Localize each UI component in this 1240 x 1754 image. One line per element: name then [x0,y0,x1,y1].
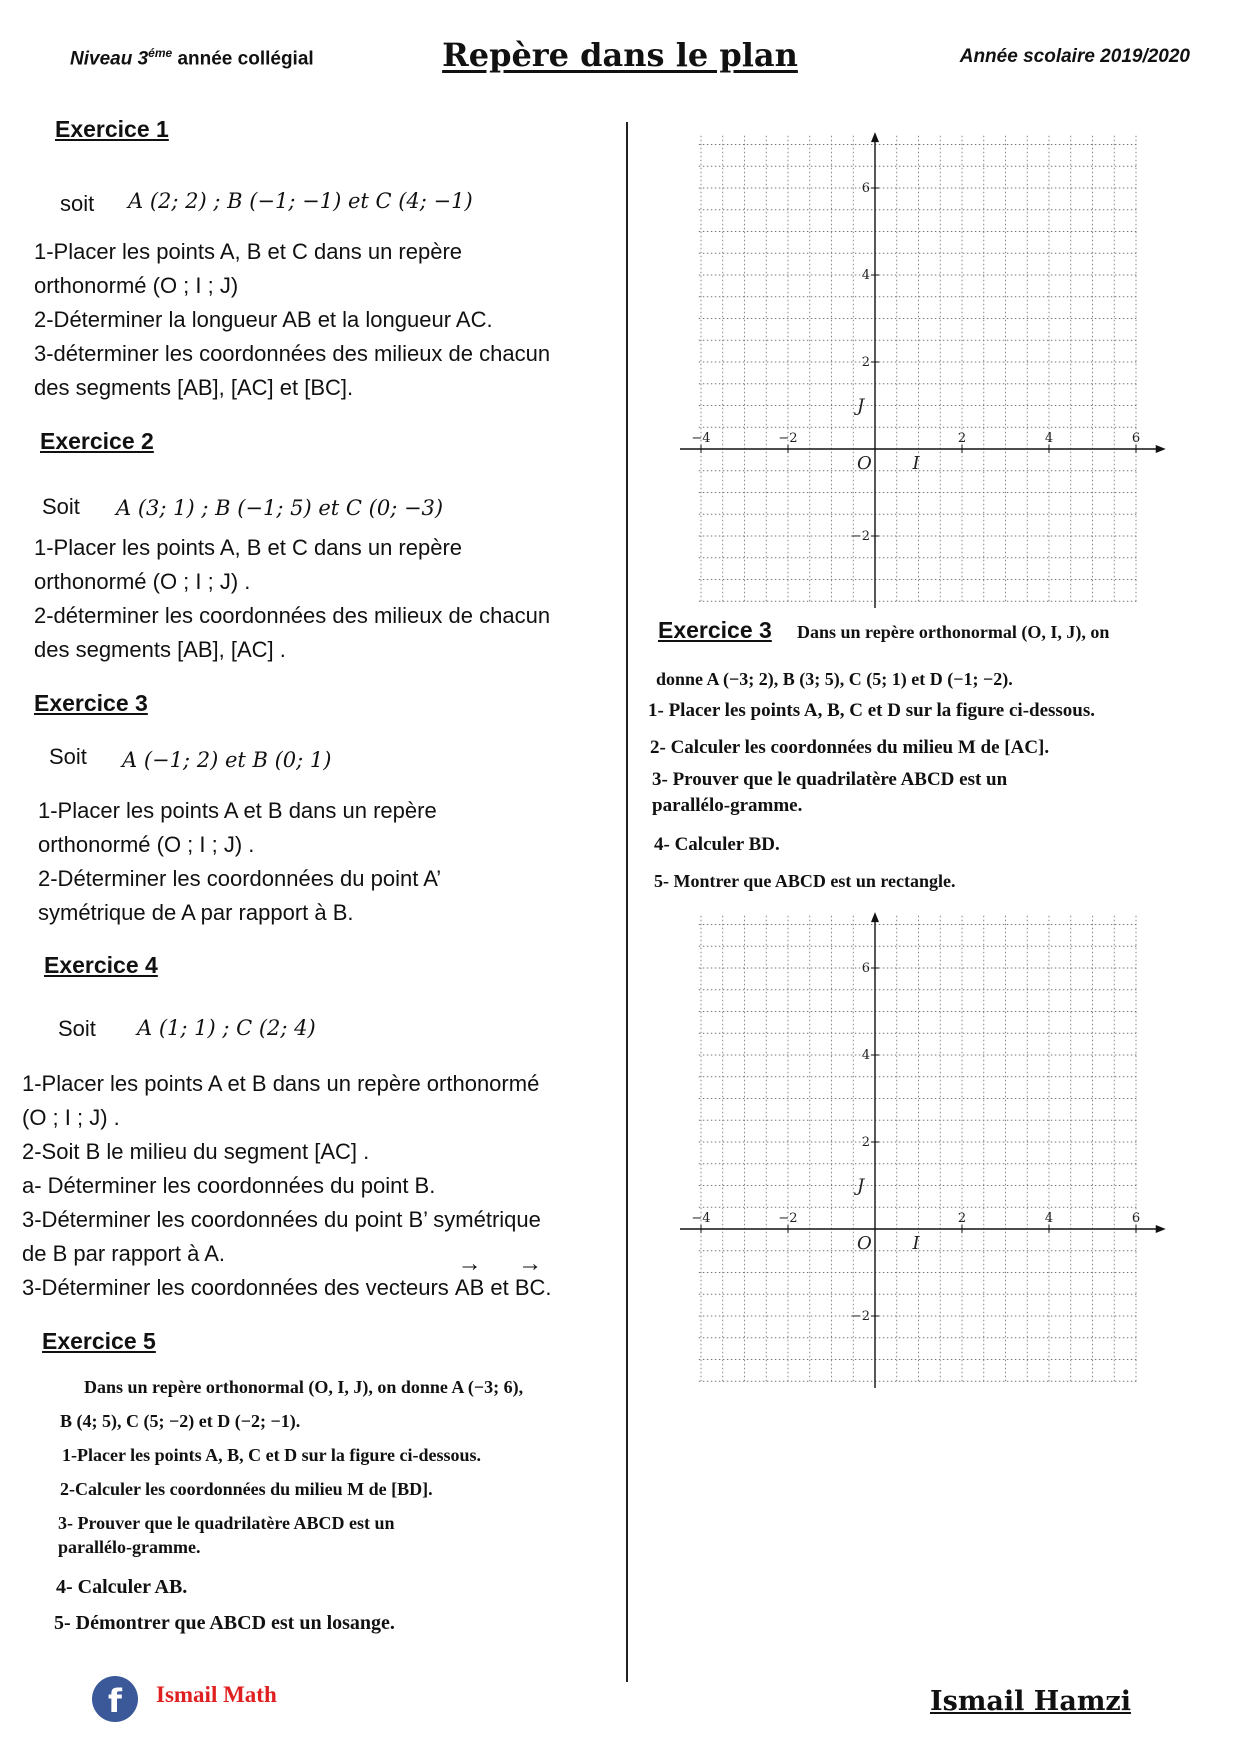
ex3-line: 1-Placer les points A et B dans un repère [38,798,437,823]
x-tick-label: 4 [1044,431,1054,446]
facebook-page-name[interactable]: Ismail Math [156,1682,277,1707]
ex1-line: 1-Placer les points A, B et C dans un repère [34,239,463,264]
ex1-title: Exercice 1 [55,116,169,142]
ex3-right-intro: Dans un repère orthonormal (O, I, J), on [797,622,1110,642]
ex3-intro: Soit [49,744,87,769]
x-tick-label: −2 [778,431,798,446]
ex2-line: des segments [AB], [AC] . [34,637,286,662]
ex5-line: 2-Calculer les coordonnées du milieu M de [BD]. [60,1479,433,1499]
column-divider [626,122,628,1682]
ex1-line: orthonormé (O ; I ; J) [34,273,239,298]
x-tick-label: −2 [778,1211,798,1226]
ex5-line: 3- Prouver que le quadrilatère ABCD est un [58,1513,395,1533]
ex3-right-line: 4- Calculer BD. [654,834,780,855]
ex4-body [22,1067,552,1305]
ex3-title: Exercice 3 [34,690,148,716]
ex4-line: 3-Déterminer les coordonnées du point B’ symétrique [22,1207,541,1232]
ex3-right-line: 3- Prouver que le quadrilatère ABCD est un [652,769,1008,790]
ex4-points: A (1; 1) ; C (2; 4) [137,1016,316,1040]
ex3-right-title: Exercice 3 [658,617,772,643]
ex5-line: 4- Calculer AB. [56,1576,188,1598]
ex3-right-line: 1- Placer les points A, B, C et D sur la figure ci-dessous. [648,700,1096,721]
y-tick-label: 2 [861,355,870,370]
ex2-line: orthonormé (O ; I ; J) . [34,569,251,594]
ex5-title: Exercice 5 [42,1328,156,1354]
coordinate-grid-2 [680,898,1170,1388]
ex3-right-line: parallélo-gramme. [652,795,803,816]
ex1-line: 2-Déterminer la longueur AB et la longueur AC. [34,307,493,332]
ex1-line: 3-déterminer les coordonnées des milieux de chacun [34,341,551,366]
i-unit-label: I [912,453,920,474]
x-tick-label: −4 [691,1211,711,1226]
x-axis-arrow [1156,1225,1166,1233]
ex4-line: 2-Soit B le milieu du segment [AC] . [22,1139,370,1164]
ex3-body [38,794,441,930]
ex4-vector-line: 3-Déterminer les coordonnées des vecteurs → AB et → BC. [22,1271,552,1305]
vector-ab: → AB [455,1271,484,1305]
i-unit-label: I [912,1233,920,1254]
ex3-right-line: 2- Calculer les coordonnées du milieu M de [AC]. [650,737,1050,758]
y-axis-arrow [871,912,879,922]
j-unit-label: J [857,395,865,417]
x-tick-label: 2 [957,431,967,446]
x-tick-label: 6 [1131,431,1141,446]
ex4-line: a- Déterminer les coordonnées du point B. [22,1173,436,1198]
origin-label: O [857,1233,872,1254]
ex5-line: 5- Démontrer que ABCD est un losange. [54,1612,395,1634]
x-tick-label: 4 [1044,1211,1054,1226]
ex1-points: A (2; 2) ; B (−1; −1) et C (4; −1) [128,189,473,213]
x-axis-arrow [1156,445,1166,453]
ex3-right-line: donne A (−3; 2), B (3; 5), C (5; 1) et D (−1; −2). [656,669,1013,689]
ex3-points: A (−1; 2) et B (0; 1) [122,748,332,772]
page-title: Repère dans le plan [442,36,798,74]
x-tick-label: 6 [1131,1211,1141,1226]
ex4-title: Exercice 4 [44,952,158,978]
ex5-line: B (4; 5), C (5; −2) et D (−2; −1). [60,1411,301,1431]
ex2-points: A (3; 1) ; B (−1; 5) et C (0; −3) [116,496,444,520]
x-tick-label: −4 [691,431,711,446]
ex4-line: (O ; I ; J) . [22,1105,120,1130]
ex1-line: des segments [AB], [AC] et [BC]. [34,375,354,400]
school-year: Année scolaire 2019/2020 [959,46,1190,67]
y-tick-label: 4 [861,1048,870,1063]
ex2-title: Exercice 2 [40,428,154,454]
y-tick-label: 6 [861,181,870,196]
ex4-line: de B par rapport à A. [22,1241,226,1266]
level-label: Niveau $3^{éme}$ année collégial [70,46,314,70]
ex5-line: 1-Placer les points A, B, C et D sur la figure ci-dessous. [62,1445,481,1465]
ex1-intro: soit [60,191,95,216]
ex3-line: 2-Déterminer les coordonnées du point A’ [38,866,442,891]
y-tick-label: 4 [861,268,870,283]
ex3-line: orthonormé (O ; I ; J) . [38,832,255,857]
ex5-line: parallélo-gramme. [58,1537,201,1557]
coordinate-grid-1 [680,118,1170,608]
y-tick-label: 6 [861,961,870,976]
ex5-line: Dans un repère orthonormal (O, I, J), on donne A (−3; 6), [84,1377,524,1397]
ex4-intro: Soit [58,1016,96,1041]
ex1-body [34,235,550,405]
ex2-intro: Soit [42,494,80,519]
ex2-line: 2-déterminer les coordonnées des milieux de chacun [34,603,551,628]
x-tick-label: 2 [957,1211,967,1226]
y-tick-label: 2 [861,1135,870,1150]
j-unit-label: J [857,1175,865,1197]
ex2-line: 1-Placer les points A, B et C dans un repère [34,535,463,560]
y-axis-arrow [871,132,879,142]
facebook-icon[interactable]: f [92,1676,138,1722]
ex3-right-line: 5- Montrer que ABCD est un rectangle. [654,871,956,891]
ex4-line: 1-Placer les points A et B dans un repère orthonormé [22,1071,540,1096]
ex2-body [34,531,550,667]
y-tick-label: −2 [850,529,870,544]
origin-label: O [857,453,872,474]
ex3-line: symétrique de A par rapport à B. [38,900,354,925]
author-signature: Ismail Hamzi [930,1686,1131,1717]
vector-bc: → BC [515,1271,546,1305]
y-tick-label: −2 [850,1309,870,1324]
